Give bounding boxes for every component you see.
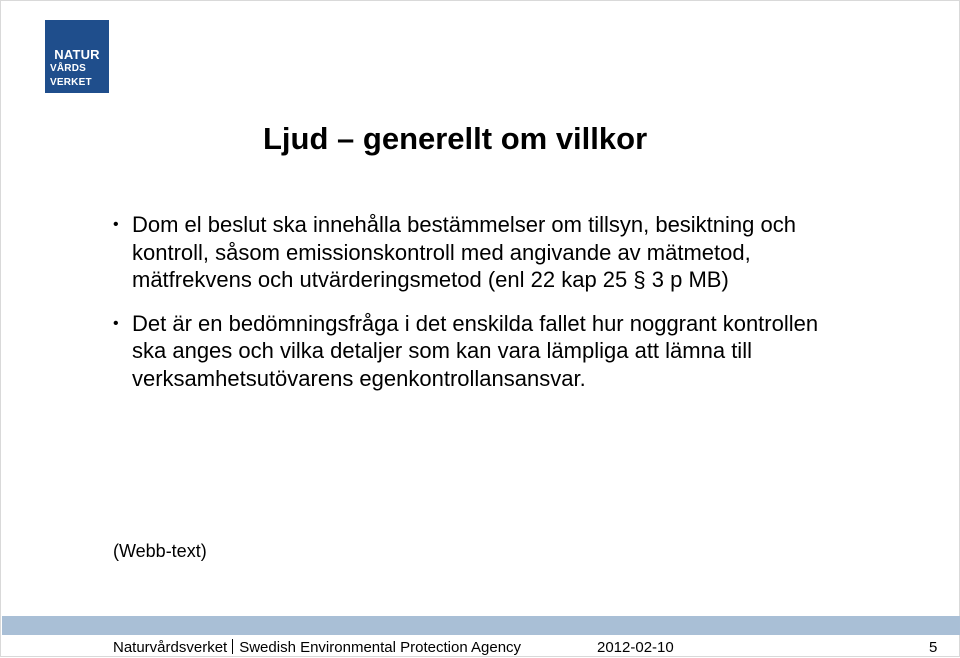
page-number: 5 bbox=[929, 639, 938, 656]
bullet-dot-icon: • bbox=[113, 216, 119, 233]
web-text-note: (Webb-text) bbox=[113, 541, 207, 561]
bullet-text-1-part-b: 3 p MB) bbox=[645, 267, 729, 292]
bullet-text-1 bbox=[132, 211, 853, 294]
bullet-text-1-part-a: Dom el beslut ska innehålla bestämmelser om tillsyn, besiktning och kontroll, såsom emissionskontroll med angivande av mätmetod, mätfrekvens och utvärderingsmetod (enl 22 kap 25 bbox=[132, 212, 796, 292]
footer-org-name-english: Swedish Environmental Protection Agency bbox=[239, 639, 522, 656]
naturvardsverket-logo bbox=[45, 20, 109, 93]
bullet-text-2: Det är en bedömningsfråga i det enskilda fallet hur noggrant kontrollen ska anges och vilka detaljer som kan vara lämpliga att lämna till verksamhetsutövarens egenkontrollansansvar. bbox=[132, 310, 819, 391]
footer-date: 2012-02-10 bbox=[597, 639, 674, 656]
bullet-list bbox=[113, 211, 853, 408]
logo-text-vards: VÅRDS bbox=[50, 63, 87, 74]
footer-org-name: Naturvårdsverket bbox=[113, 639, 228, 656]
bullet-item-1 bbox=[113, 211, 853, 294]
logo-text-verket: VERKET bbox=[50, 77, 92, 88]
footer-bar bbox=[2, 616, 960, 635]
logo-text-natur: NATUR bbox=[54, 47, 100, 62]
bullet-item-2 bbox=[113, 310, 853, 393]
footer-organization bbox=[113, 638, 521, 658]
footer bbox=[1, 638, 960, 658]
slide-title: Ljud – generellt om villkor bbox=[263, 121, 648, 156]
bullet-dot-icon: • bbox=[113, 314, 119, 332]
paragraph-sign: § bbox=[633, 267, 646, 292]
footer-separator bbox=[232, 639, 233, 654]
